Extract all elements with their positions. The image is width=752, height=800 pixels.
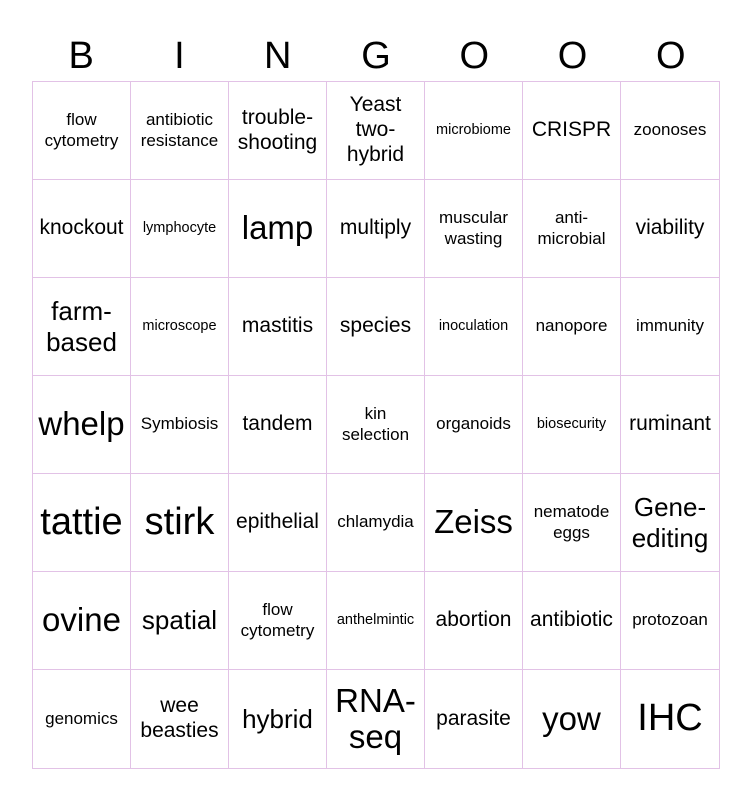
bingo-cell[interactable]: parasite bbox=[425, 670, 523, 768]
bingo-cell[interactable]: spatial bbox=[131, 572, 229, 670]
bingo-cell[interactable]: hybrid bbox=[229, 670, 327, 768]
bingo-cell[interactable]: nanopore bbox=[523, 278, 621, 376]
header-letter-i: I bbox=[174, 35, 185, 77]
bingo-cell[interactable]: epithelial bbox=[229, 474, 327, 572]
bingo-cell[interactable]: multiply bbox=[327, 180, 425, 278]
bingo-cell[interactable]: IHC bbox=[637, 697, 703, 740]
header-letter-b: B bbox=[68, 35, 94, 77]
bingo-cell[interactable]: biosecurity bbox=[523, 376, 621, 474]
bingo-cell[interactable]: organoids bbox=[425, 376, 523, 474]
bingo-cell[interactable]: trouble-shooting bbox=[229, 82, 327, 180]
bingo-cell[interactable]: tandem bbox=[229, 376, 327, 474]
bingo-cell[interactable]: protozoan bbox=[621, 572, 719, 670]
bingo-cell[interactable]: microscope bbox=[131, 278, 229, 376]
bingo-cell[interactable]: whelp bbox=[33, 376, 131, 474]
bingo-cell[interactable]: Yeast two-hybrid bbox=[327, 82, 425, 180]
header-letter-o-1: O bbox=[459, 35, 490, 77]
bingo-cell[interactable]: chlamydia bbox=[327, 474, 425, 572]
header-letter-n: N bbox=[263, 35, 292, 77]
bingo-cell[interactable]: lymphocyte bbox=[131, 180, 229, 278]
bingo-header bbox=[32, 30, 720, 82]
bingo-board bbox=[32, 81, 720, 769]
header-letter-o-3: O bbox=[656, 35, 686, 77]
bingo-cell[interactable]: CRISPR bbox=[523, 82, 621, 180]
bingo-cell[interactable]: immunity bbox=[621, 278, 719, 376]
bingo-cell[interactable]: species bbox=[327, 278, 425, 376]
bingo-cell[interactable]: zoonoses bbox=[621, 82, 719, 180]
bingo-cell[interactable]: ovine bbox=[33, 572, 131, 670]
bingo-cell[interactable]: ruminant bbox=[621, 376, 719, 474]
bingo-cell[interactable]: anthelmintic bbox=[327, 572, 425, 670]
bingo-cell[interactable]: flow cytometry bbox=[229, 572, 327, 670]
bingo-cell[interactable]: kin selection bbox=[327, 376, 425, 474]
bingo-cell[interactable]: RNA-seq bbox=[327, 670, 425, 768]
bingo-cell[interactable]: inoculation bbox=[425, 278, 523, 376]
bingo-cell[interactable]: abortion bbox=[425, 572, 523, 670]
bingo-cell[interactable]: flow cytometry bbox=[33, 82, 131, 180]
bingo-cell[interactable]: mastitis bbox=[229, 278, 327, 376]
bingo-cell[interactable]: microbiome bbox=[425, 82, 523, 180]
bingo-cell[interactable]: wee beasties bbox=[131, 670, 229, 768]
bingo-cell[interactable]: antibiotic bbox=[523, 572, 621, 670]
bingo-cell[interactable]: yow bbox=[523, 670, 621, 768]
bingo-cell[interactable]: knockout bbox=[33, 180, 131, 278]
bingo-cell[interactable]: lamp bbox=[229, 180, 327, 278]
bingo-cell[interactable]: farm-based bbox=[33, 278, 131, 376]
header-letter-o-2: O bbox=[557, 35, 588, 77]
bingo-cell[interactable]: Zeiss bbox=[425, 474, 523, 572]
bingo-cell[interactable]: tattie bbox=[33, 474, 131, 572]
bingo-cell[interactable]: muscular wasting bbox=[425, 180, 523, 278]
bingo-cell[interactable]: anti-microbial bbox=[523, 180, 621, 278]
bingo-cell[interactable]: nematode eggs bbox=[523, 474, 621, 572]
header-letter-g: G bbox=[361, 35, 391, 77]
bingo-cell[interactable]: stirk bbox=[131, 474, 229, 572]
bingo-cell[interactable]: Symbiosis bbox=[131, 376, 229, 474]
bingo-cell[interactable]: Gene-editing bbox=[621, 474, 719, 572]
bingo-cell[interactable]: antibiotic resistance bbox=[131, 82, 229, 180]
bingo-cell[interactable]: viability bbox=[621, 180, 719, 278]
bingo-cell[interactable]: genomics bbox=[33, 670, 131, 768]
